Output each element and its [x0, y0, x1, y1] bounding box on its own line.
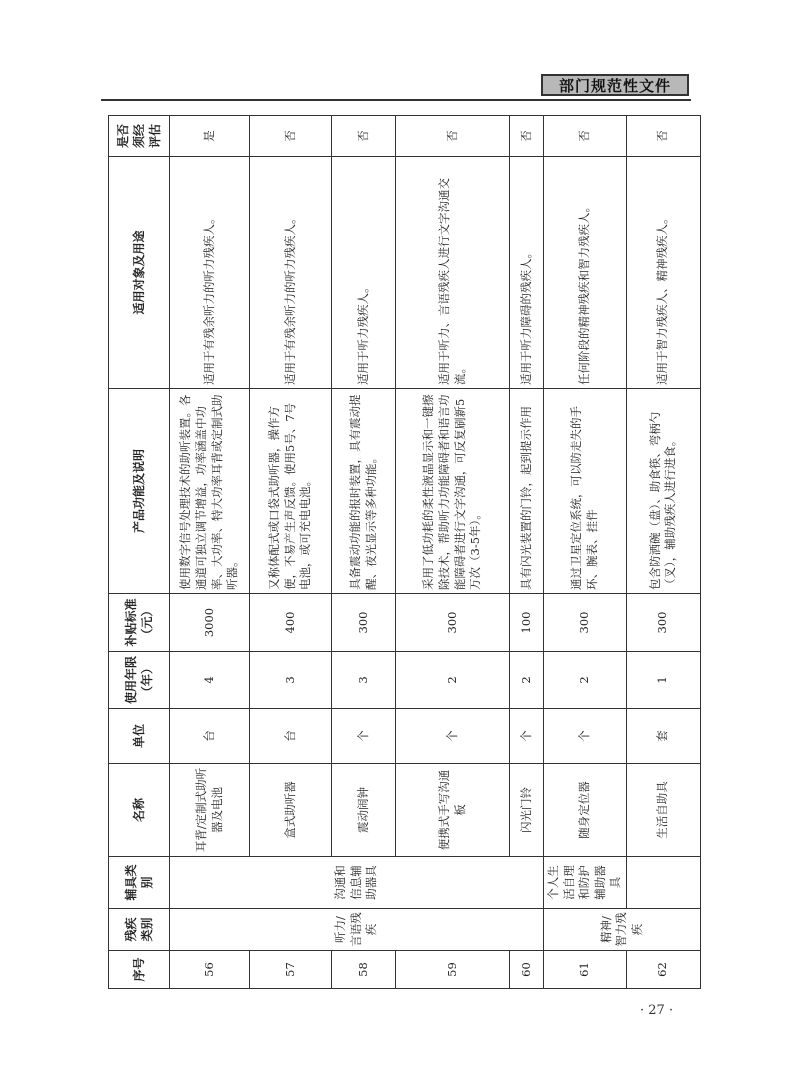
- cell-assess: 是: [170, 116, 250, 157]
- cell-seq: 57: [250, 951, 332, 989]
- header-function: 产品功能及说明: [109, 389, 170, 594]
- cell-disability-type-hearing: 听力/言语残疾: [170, 909, 544, 951]
- table-row: [626, 116, 700, 989]
- cell-target: 任何阶段的精神残疾和智力残疾人。: [544, 157, 627, 389]
- cell-function: 又称体配式或口袋式助听器，操作方便，不易产生声反馈。使用5号、7号电池，或可充电电池。: [250, 389, 332, 594]
- cell-subsidy: 100: [510, 594, 544, 652]
- header-assess: 是否须经评估: [109, 116, 170, 157]
- header-rule: [101, 99, 691, 101]
- cell-name: 随身定位器: [544, 764, 627, 857]
- table-row: [544, 116, 627, 989]
- header-name: 名称: [109, 764, 170, 857]
- cell-device-type-selfcare: 个人生活自理和防护辅助器具: [544, 857, 627, 909]
- cell-name: 盒式助听器: [250, 764, 332, 857]
- cell-target: 适用于有残余听力的听力残疾人。: [250, 157, 332, 389]
- cell-assess: 否: [510, 116, 544, 157]
- header-years: 使用年限（年）: [109, 652, 170, 709]
- cell-target: 适用于听力残疾人。: [332, 157, 396, 389]
- cell-unit: 台: [250, 709, 332, 764]
- cell-unit: 个: [510, 709, 544, 764]
- cell-years: 3: [250, 652, 332, 709]
- cell-target: 适用于听力障碍的残疾人。: [510, 157, 544, 389]
- cell-assess: 否: [396, 116, 510, 157]
- cell-unit: 个: [396, 709, 510, 764]
- cell-seq: 62: [626, 951, 700, 989]
- cell-unit: 台: [170, 709, 250, 764]
- cell-function: 使用数字信号处理技术的助听装置。各通道可独立调节增益，功率涵盖中功率、大功率、特大功率耳背或定制式助听器。: [170, 389, 250, 594]
- cell-subsidy: 300: [626, 594, 700, 652]
- cell-disability-type-mental: 精神/智力残疾: [544, 909, 701, 951]
- cell-years: 3: [332, 652, 396, 709]
- cell-seq: 56: [170, 951, 250, 989]
- subsidy-table: [108, 115, 701, 989]
- cell-device-type-communication: 沟通和信息辅助器具: [170, 857, 544, 909]
- cell-device-type-empty: [626, 857, 700, 909]
- cell-seq: 59: [396, 951, 510, 989]
- cell-function: 包含防洒碗（盘）、助食筷、弯柄勺（叉），辅助残疾人进行进食。: [626, 389, 700, 594]
- cell-years: 2: [544, 652, 627, 709]
- cell-assess: 否: [544, 116, 627, 157]
- cell-assess: 否: [626, 116, 700, 157]
- header-unit: 单位: [109, 709, 170, 764]
- cell-assess: 否: [332, 116, 396, 157]
- cell-years: 4: [170, 652, 250, 709]
- cell-target: 适用于智力残疾人、精神残疾人。: [626, 157, 700, 389]
- header-seq: 序号: [109, 951, 170, 989]
- cell-name: 震动闹钟: [332, 764, 396, 857]
- cell-years: 2: [396, 652, 510, 709]
- cell-seq: 58: [332, 951, 396, 989]
- cell-unit: 个: [544, 709, 627, 764]
- cell-name: 耳背/定制式助听器及电池: [170, 764, 250, 857]
- header-target: 适用对象及用途: [109, 157, 170, 389]
- table-row: [170, 116, 250, 989]
- cell-function: 通过卫星定位系统，可以防走失的手环、腕表、挂件: [544, 389, 627, 594]
- cell-subsidy: 3000: [170, 594, 250, 652]
- cell-unit: 套: [626, 709, 700, 764]
- header-disability-type: 残疾类别: [109, 909, 170, 951]
- cell-subsidy: 300: [396, 594, 510, 652]
- header-subsidy: 补贴标准（元）: [109, 594, 170, 652]
- document-category-tag: 部门规范性文件: [541, 74, 689, 96]
- cell-subsidy: 400: [250, 594, 332, 652]
- table-header-row: [109, 116, 170, 989]
- cell-years: 1: [626, 652, 700, 709]
- page-number: · 27 ·: [640, 1003, 674, 1018]
- cell-subsidy: 300: [332, 594, 396, 652]
- rotated-table-container: [108, 116, 685, 989]
- cell-function: 采用了低功耗的柔性液晶显示和一键擦除技术，帮助听力功能障碍者和语言功能障碍者进行文字沟通，可反复刷新5万次（3-5年）。: [396, 389, 510, 594]
- cell-years: 2: [510, 652, 544, 709]
- cell-target: 适用于听力、言语残疾人进行文字沟通交流。: [396, 157, 510, 389]
- cell-target: 适用于有残余听力的听力残疾人。: [170, 157, 250, 389]
- cell-unit: 个: [332, 709, 396, 764]
- cell-subsidy: 300: [544, 594, 627, 652]
- cell-name: 便携式手写沟通板: [396, 764, 510, 857]
- header-device-type: 辅具类别: [109, 857, 170, 909]
- cell-seq: 61: [544, 951, 627, 989]
- cell-name: 闪光门铃: [510, 764, 544, 857]
- cell-function: 具备震动功能的报时装置，具有震动提醒、夜光显示等多种功能。: [332, 389, 396, 594]
- cell-assess: 否: [250, 116, 332, 157]
- cell-name: 生活自助具: [626, 764, 700, 857]
- cell-seq: 60: [510, 951, 544, 989]
- cell-function: 具有闪光装置的门铃，起到提示作用: [510, 389, 544, 594]
